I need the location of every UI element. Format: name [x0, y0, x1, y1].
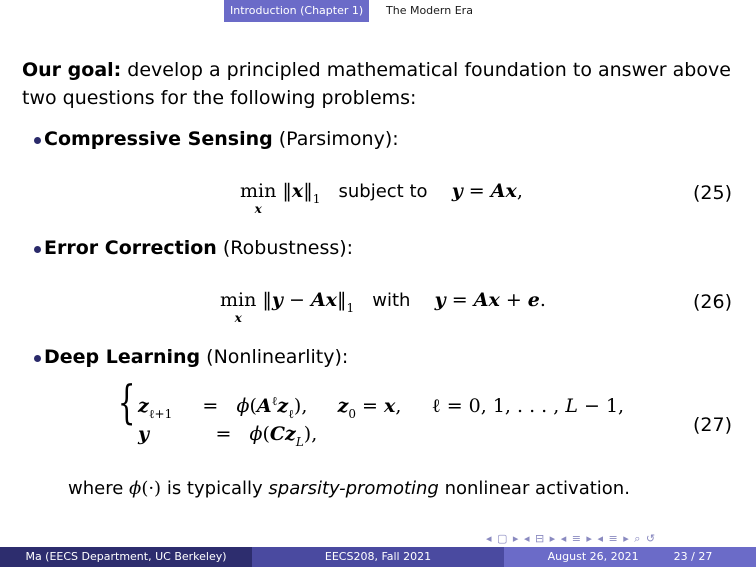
equation-number-25: (25): [692, 182, 732, 204]
footer-page-number: 23 / 27: [673, 550, 713, 563]
equation-number-27: (27): [692, 414, 732, 436]
where-sentence: where ϕ(·) is typically sparsity-promoting nonlinear activation.: [68, 478, 630, 499]
goal-text-line2: two questions for the following problems:: [22, 87, 417, 109]
nav-slide-icon[interactable]: ◂ ≡ ▸: [597, 532, 630, 545]
footer-date: August 26, 2021: [547, 550, 639, 563]
nav-subsection-icon[interactable]: ◂ ≡ ▸: [560, 532, 593, 545]
footer-date-page: [504, 547, 756, 567]
subsection-nav-link[interactable]: The Modern Era: [380, 0, 479, 22]
where-mid: is typically: [166, 478, 263, 499]
nav-search-icon[interactable]: ⌕ ↺: [634, 532, 657, 545]
where-prefix: where: [68, 478, 124, 499]
footer-course: EECS208, Fall 2021: [252, 547, 504, 567]
bullet-title: Error Correction: [44, 237, 217, 259]
footer-author: Ma (EECS Department, UC Berkeley): [0, 547, 252, 567]
bullet-subtitle: (Nonlinearlity):: [206, 346, 349, 368]
bullet-dot-icon: [34, 246, 41, 253]
bullet-subtitle: (Parsimony):: [278, 128, 399, 150]
beamer-navigation: [486, 532, 656, 546]
equation-number-26: (26): [692, 291, 732, 313]
where-emphasis: sparsity-promoting: [268, 478, 439, 499]
section-nav-link[interactable]: Introduction (Chapter 1): [224, 0, 369, 22]
where-suffix: nonlinear activation.: [444, 478, 630, 499]
bullet-title: Deep Learning: [44, 346, 201, 368]
equation-25: min $^x$ $‖x‖_1$ subject to y = Ax,: [240, 180, 523, 216]
bullet-subtitle: (Robustness):: [222, 237, 354, 259]
goal-paragraph: [22, 56, 742, 112]
equation-27: { $z_{\ell+1}$ = $\phi(A^\ell z_\ell)$, $z_0 = x$, ℓ = 0, 1, . . . , L − 1, y = $\phi(Cz_L)$,: [117, 375, 625, 449]
nav-section-icon[interactable]: ◂ ⊟ ▸: [523, 532, 557, 545]
header-bar: [0, 0, 756, 22]
bullet-dot-icon: [34, 137, 41, 144]
footer-bar: [0, 547, 756, 567]
nav-frame-icon[interactable]: ◂ ▢ ▸: [486, 532, 520, 545]
eq26-connector: with: [372, 290, 411, 311]
bullet-deep-learning: [44, 346, 348, 368]
equation-26: min $^x$ ‖y − $Ax‖_1$ with y = Ax + e.: [220, 289, 546, 325]
goal-text-line1: develop a principled mathematical foundation to answer above: [127, 59, 731, 81]
bullet-compressive-sensing: [44, 128, 399, 150]
bullet-error-correction: [44, 237, 353, 259]
goal-label: Our goal:: [22, 59, 122, 81]
eq25-connector: subject to: [338, 181, 428, 202]
bullet-title: Compressive Sensing: [44, 128, 273, 150]
bullet-dot-icon: [34, 355, 41, 362]
